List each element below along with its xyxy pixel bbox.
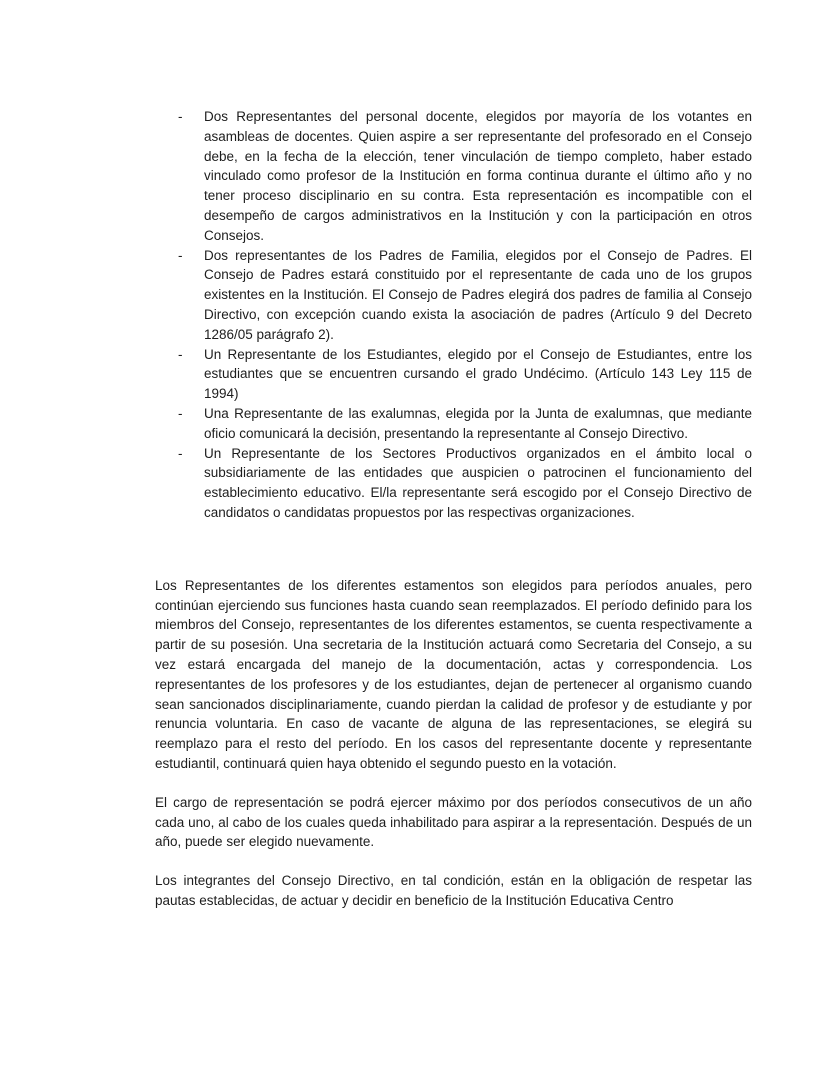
- list-item: [178, 404, 752, 444]
- paragraph: Los integrantes del Consejo Directivo, en tal condición, están en la obligación de respetar las pautas establecidas, de actuar y decidir en beneficio de la Institución Educativa Centro: [155, 873, 752, 908]
- paragraph: Los Representantes de los diferentes estamentos son elegidos para períodos anuales, pero continúan ejerciendo sus funciones hasta cuando sean reemplazados. El período definido para los miembros del Consejo, representantes de los diferentes estamentos, se cuenta respectivamente a partir de su posesión. Una secretaria de la Institución actuará como Secretaria del Consejo, a su vez estará encargada del manejo de la documentación, actas y correspondencia. Los representantes de los profesores y de los estudiantes, dejan de pertenecer al organismo cuando sean sancionados disciplinariamente, cuando pierdan la calidad de profesor y de estudiante y por renuncia voluntaria. En caso de vacante de alguna de las representaciones, se elegirá su reemplazo para el resto del período. En los casos del representante docente y representante estudiantil, continuará quien haya obtenido el segundo puesto en la votación.: [155, 577, 752, 771]
- bullet-marker: -: [178, 109, 183, 124]
- document-content: [155, 107, 752, 911]
- bullet-marker: -: [178, 445, 183, 461]
- list-item: [178, 246, 752, 345]
- paragraph: El cargo de representación se podrá ejercer máximo por dos períodos consecutivos de un año cada uno, al cabo de los cuales queda inhabilitado para aspirar a la representación. Después de un año, puede ser elegido nuevamente.: [155, 794, 752, 850]
- section-spacer: [155, 523, 752, 576]
- list-item: [178, 345, 752, 404]
- bullet-text: Dos Representantes del personal docente, elegidos por mayoría de los votantes en asambleas de docentes. Quien aspire a ser representante del profesorado en el Consejo debe, en la fecha de la elección, tener vinculación de tiempo completo, haber estado vinculado como profesor de la Institución en forma continua durante el último año y no tener proceso disciplinario en su contra. Esta representación es incompatible con el desempeño de cargos administrativos en la Institución y con la participación en otros Consejos.: [204, 109, 752, 243]
- bullet-list: [178, 107, 752, 523]
- bullet-marker: -: [178, 247, 183, 263]
- bullet-text: Una Representante de las exalumnas, elegida por la Junta de exalumnas, que mediante oficio comunicará la decisión, presentando la representante al Consejo Directivo.: [204, 405, 752, 441]
- bullet-marker: -: [178, 405, 183, 421]
- bullet-text: Un Representante de los Sectores Productivos organizados en el ámbito local o subsidiariamente de las entidades que auspicien o patrocinen el funcionamiento del establecimiento educativo. El/la representante será escogido por el Consejo Directivo de candidatos o candidatas propuestos por las respectivas organizaciones.: [204, 445, 752, 520]
- bullet-text: Dos representantes de los Padres de Familia, elegidos por el Consejo de Padres. El Consejo de Padres estará constituido por el representante de cada uno de los grupos existentes en la Institución. El Consejo de Padres elegirá dos padres de familia al Consejo Directivo, con excepción cuando exista la asociación de padres (Artículo 9 del Decreto 1286/05 parágrafo 2).: [204, 247, 752, 342]
- list-item: [178, 444, 752, 523]
- bullet-marker: -: [178, 346, 183, 362]
- bullet-text: Un Representante de los Estudiantes, elegido por el Consejo de Estudiantes, entre los estudiantes que se encuentren cursando el grado Undécimo. (Artículo 143 Ley 115 de 1994): [204, 346, 752, 402]
- list-item: [178, 107, 752, 246]
